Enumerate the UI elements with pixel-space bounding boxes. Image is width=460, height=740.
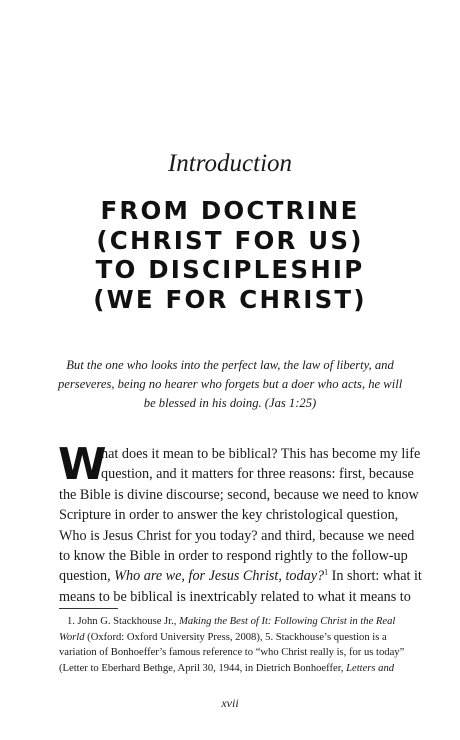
chapter-title-line: (CHRIST FOR US) [96, 225, 364, 255]
footnote-line [59, 661, 403, 677]
footnote-text-run: (Letter to Eberhard Bethge, April 30, 1944, in Dietrich Bonhoeffer, [59, 662, 347, 674]
body-paragraph [58, 439, 422, 607]
body-line: Scripture in order to answer the key christological question, [59, 507, 399, 524]
footnote-reference[interactable]: 1 [324, 567, 329, 577]
footnote-book-title: World [59, 631, 85, 643]
footnote-book-title: Letters and [346, 662, 395, 674]
footnotes [59, 614, 403, 676]
footnote-line: variation of Bonhoeffer’s famous reference to “who Christ really is, for us today” [59, 647, 405, 659]
body-line [59, 566, 422, 586]
page-number: xvii [221, 696, 239, 710]
body-line: Who is Jesus Christ for you today? and third, because we need [59, 527, 415, 544]
drop-cap: W [58, 439, 107, 490]
footnote-text-run: 1. John G. Stackhouse Jr., [66, 616, 180, 627]
body-line: hat does it mean to be biblical? This has become my life [101, 446, 421, 462]
body-line: means to be biblical is inextricably related to what it means to [59, 588, 411, 605]
chapter-title-line: FROM DOCTRINE [100, 196, 360, 225]
body-italic-question: Who are we, for Jesus Christ, today? [114, 568, 325, 585]
epigraph-line: But the one who looks into the perfect law, the law of liberty, and [66, 358, 394, 372]
epigraph-line: perseveres, being no hearer who forgets but a doer who acts, he will [58, 377, 403, 391]
footnote-book-title: Making the Best of It: Following Christ in the Real [179, 616, 396, 627]
body-line: the Bible is divine discourse; second, because we need to know [59, 486, 419, 503]
footnote-rule [59, 608, 118, 609]
footnote-line [59, 614, 403, 630]
body-text-run: question, [59, 568, 115, 585]
footnote-line [59, 630, 403, 646]
footnote-text-run: (Oxford: Oxford University Press, 2008), 5. Stackhouse’s question is a [84, 631, 387, 643]
epigraph [58, 356, 402, 413]
body-line: question, and it matters for three reasons: first, because [101, 466, 414, 483]
body-line: to know the Bible in order to respond rightly to the follow-up [59, 547, 408, 564]
chapter-title-line: TO DISCIPLESHIP [95, 255, 365, 284]
body-text-run: In short: what it [328, 568, 422, 585]
epigraph-line: be blessed in his doing. (Jas 1:25) [143, 396, 317, 410]
chapter-title [40, 196, 420, 314]
chapter-label: Introduction [167, 150, 293, 177]
chapter-title-line: (WE FOR CHRIST) [93, 284, 367, 314]
